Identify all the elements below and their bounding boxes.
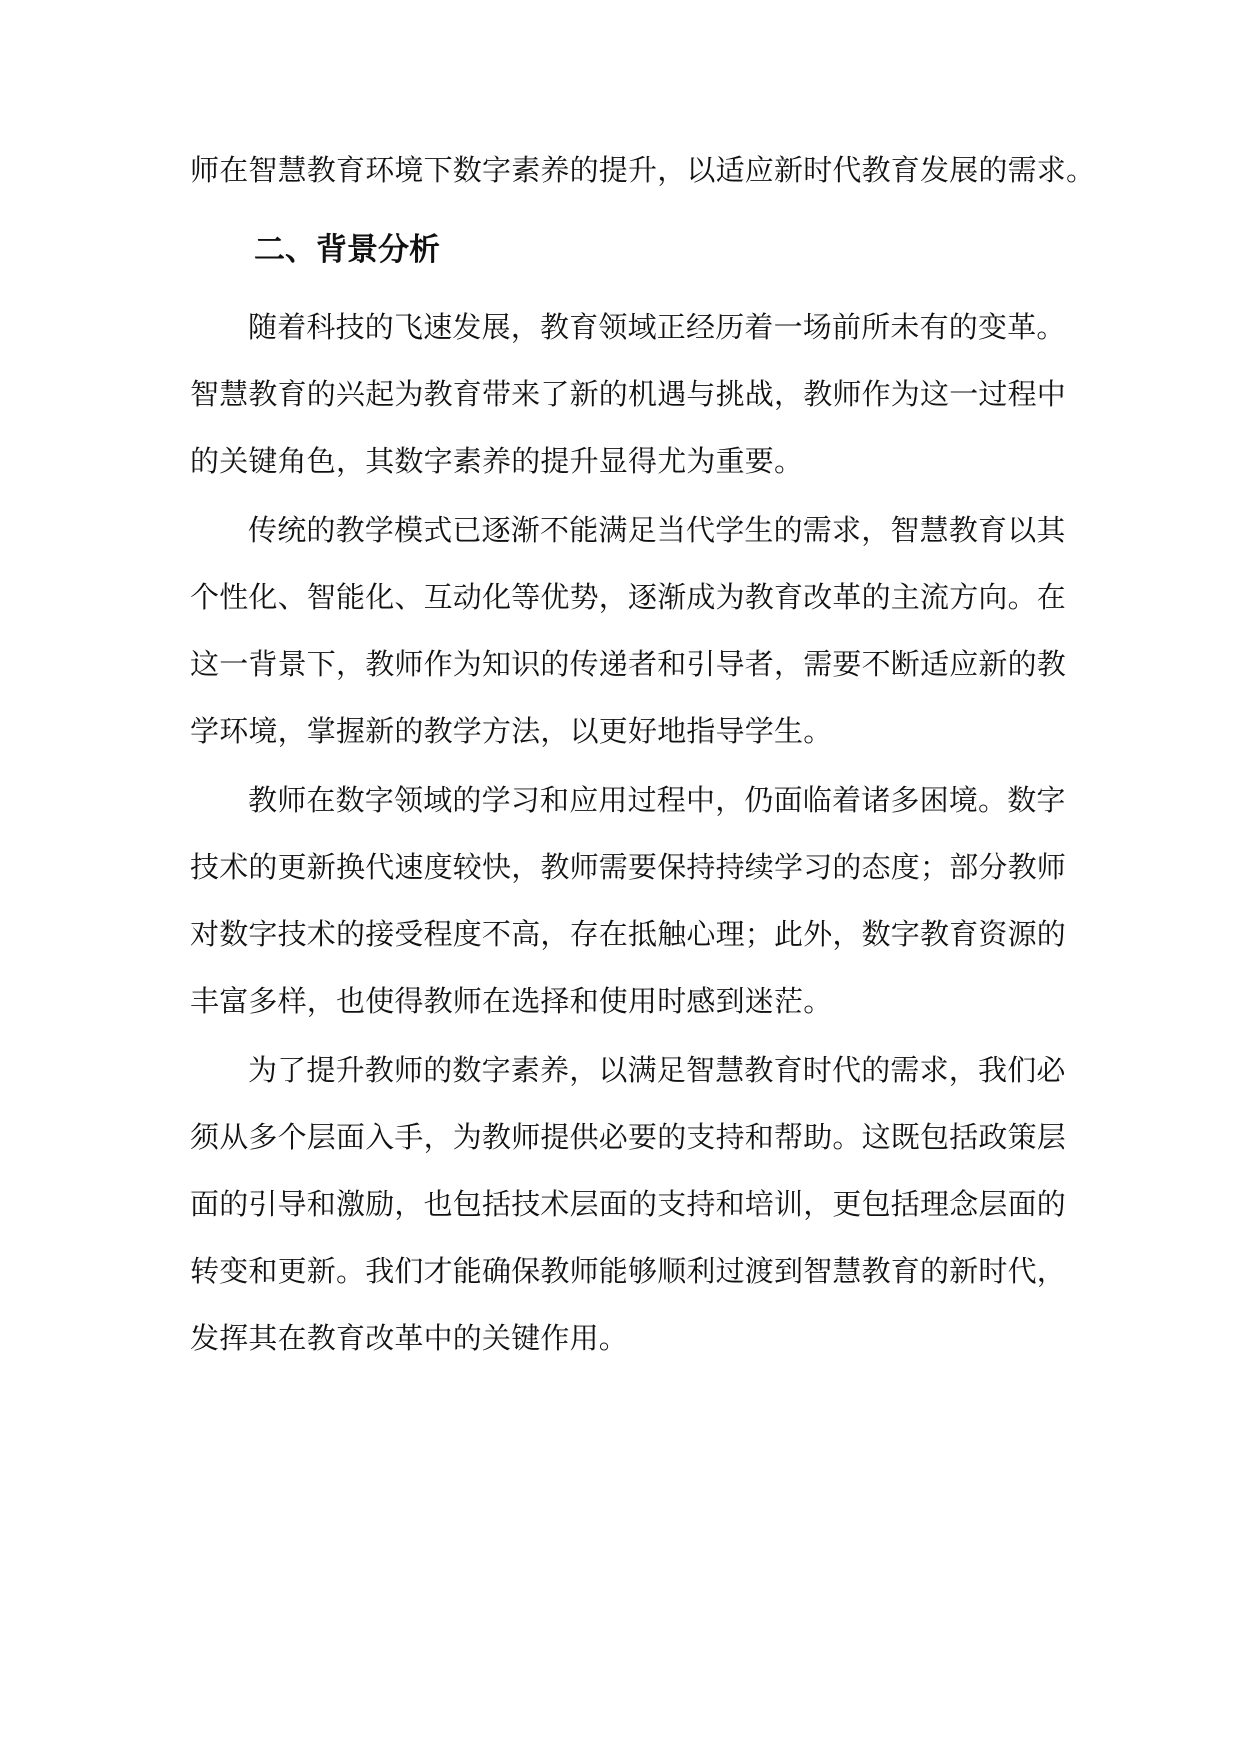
text-line: 发挥其在教育改革中的关键作用。 [190,1321,629,1355]
text-line: 面的引导和激励，也包括技术层面的支持和培训，更包括理念层面的 [190,1187,1067,1221]
text-line: 教师在数字领域的学习和应用过程中，仍面临着诸多困境。数字 [248,783,1066,817]
text-line: 对数字技术的接受程度不高，存在抵触心理；此外，数字教育资源的 [190,917,1067,951]
text-line: 随着科技的飞速发展，教育领域正经历着一场前所未有的变革。 [248,310,1066,344]
text-line: 技术的更新换代速度较快，教师需要保持持续学习的态度；部分教师 [190,850,1067,884]
text-line: 转变和更新。我们才能确保教师能够顺利过渡到智慧教育的新时代， [190,1254,1067,1288]
text-line: 这一背景下，教师作为知识的传递者和引导者，需要不断适应新的教 [190,647,1067,681]
text-line: 学环境，掌握新的教学方法，以更好地指导学生。 [190,714,833,748]
text-line: 的关键角色，其数字素养的提升显得尤为重要。 [190,444,804,478]
text-line: 师在智慧教育环境下数字素养的提升，以适应新时代教育发展的需求。 [190,153,1096,187]
text-line: 须从多个层面入手，为教师提供必要的支持和帮助。这既包括政策层 [190,1120,1067,1154]
text-line: 传统的教学模式已逐渐不能满足当代学生的需求，智慧教育以其 [248,513,1066,547]
section-heading: 二、背景分析 [254,232,440,268]
text-line: 个性化、智能化、互动化等优势，逐渐成为教育改革的主流方向。在 [190,580,1067,614]
text-line: 丰富多样，也使得教师在选择和使用时感到迷茫。 [190,984,833,1018]
text-line: 智慧教育的兴起为教育带来了新的机遇与挑战，教师作为这一过程中 [190,377,1067,411]
text-line: 为了提升教师的数字素养，以满足智慧教育时代的需求，我们必 [248,1053,1066,1087]
